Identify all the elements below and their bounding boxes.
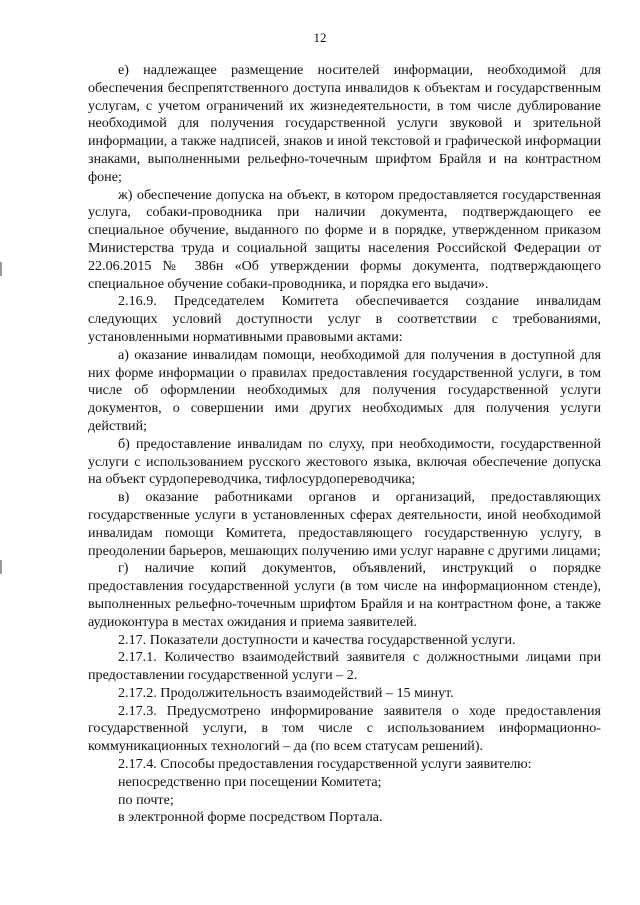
document-body — [88, 62, 601, 827]
list-item-electronic: в электронной форме посредством Портала. — [118, 809, 383, 826]
paragraph-zh: ж) обеспечение допуска на объект, в котором предоставляется государственная услуга, собаки-проводника при наличии документа, подтверждающего ее специальное обучение, выданного по форме и в порядке, утвержденном приказом Министерства труда и социальной защиты населения Российской Федерации от 22.06.2015 № 386н «Об утверждении формы документа, подтверждающего специальное обучение собаки-проводника, и порядка его выдачи». — [88, 186, 601, 292]
paragraph-v: в) оказание работниками органов и организаций, предоставляющих государственные услуги в установленных сферах деятельности, иной необходимой инвалидам помощи Комитета, предоставляющего государственную услугу, в преодолении барьеров, мешающих получению ими услуг наравне с другими лицами; — [88, 489, 601, 559]
scan-edge-mark — [0, 262, 2, 276]
paragraph-e: е) надлежащее размещение носителей информации, необходимой для обеспечения беспрепятственного доступа инвалидов к объектам и государственным услугам, с учетом ограничений их жизнедеятельности, в том числе дублирование необходимой для получения государственной услуги звуковой и зрительной информации, а также надписей, знаков и иной текстовой и графической информации знаками, выполненными рельефно-точечным шрифтом Брайля и на контрастном фоне; — [88, 62, 601, 185]
paragraph-2-17: 2.17. Показатели доступности и качества государственной услуги. — [118, 631, 516, 648]
paragraph-2-17-4: 2.17.4. Способы предоставления государственной услуги заявителю: — [118, 756, 532, 773]
page-number: 12 — [313, 30, 327, 45]
paragraph-a: а) оказание инвалидам помощи, необходимой для получения в доступной для них форме информации о правилах предоставления государственной услуги, в том числе об оформлении необходимых для получения государственной услуги документов, о совершении ими других необходимых для получения услуги действий; — [88, 346, 601, 434]
list-item-by-mail: по почте; — [118, 791, 174, 808]
paragraph-2-17-3: 2.17.3. Предусмотрено информирование заявителя о ходе предоставления государственной услуги, в том числе с использованием информационно-коммуникационных технологий – да (по всем статусам решений). — [88, 702, 601, 755]
paragraph-b: б) предоставление инвалидам по слуху, при необходимости, государственной услуги с использованием русского жестового языка, включая обеспечение допуска на объект сурдопереводчика, тифлосурдопереводчика; — [88, 435, 601, 488]
paragraph-2-16-9: 2.16.9. Председателем Комитета обеспечивается создание инвалидам следующих условий доступности услуг в соответствии с требованиями, установленными нормативными правовыми актами: — [88, 293, 601, 345]
paragraph-2-17-2: 2.17.2. Продолжительность взаимодействий – 15 минут. — [118, 684, 454, 701]
paragraph-2-17-1: 2.17.1. Количество взаимодействий заявителя с должностными лицами при предоставлении государственной услуги – 2. — [88, 649, 601, 684]
paragraph-g: г) наличие копий документов, объявлений, инструкций о порядке предоставления государственной услуги (в том числе на информационном стенде), выполненных рельефно-точечным шрифтом Брайля и на контрастном фоне, а также аудиоконтура в местах ожидания и приема заявителей. — [88, 560, 601, 630]
scan-edge-mark — [0, 560, 2, 574]
list-item-in-person: непосредственно при посещении Комитета; — [118, 773, 382, 790]
